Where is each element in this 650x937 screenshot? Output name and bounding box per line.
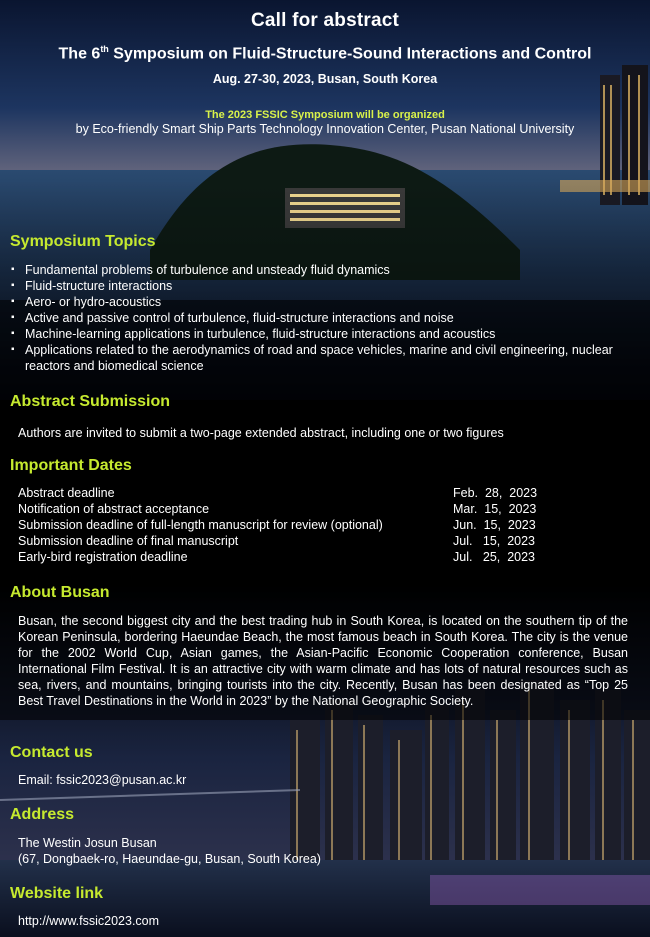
address-heading: Address	[10, 806, 75, 823]
date-value: Jul. 15, 2023	[453, 534, 536, 548]
topic-item: ▪ Machine-learning applications in turbulence, fluid-structure interactions and acoustics	[10, 326, 630, 342]
busan-heading: About Busan	[10, 584, 110, 601]
date-value: Jul. 25, 2023	[453, 550, 536, 564]
topic-item: ▪ Fluid-structure interactions	[10, 278, 630, 294]
date-value: Feb. 28, 2023	[453, 486, 538, 500]
date-row	[18, 533, 537, 549]
date-row	[18, 485, 537, 501]
date-location: Aug. 27-30, 2023, Busan, South Korea	[212, 72, 438, 86]
submission-heading: Abstract Submission	[10, 393, 171, 410]
date-label: Notification of abstract acceptance	[18, 502, 210, 516]
subtitle-superscript: th	[100, 44, 109, 54]
date-label: Submission deadline of full-length manuscript for review (optional)	[18, 518, 383, 532]
topic-item: ▪ Applications related to the aerodynamics of road and space vehicles, marine and civil engineering, nuclear reactors and biomedical science	[10, 342, 630, 374]
website-heading: Website link	[10, 885, 104, 902]
symposium-title	[0, 44, 650, 63]
subtitle-prefix: The 6	[58, 45, 101, 63]
organizer-line: by Eco-friendly Smart Ship Parts Technology Innovation Center, Pusan National University	[75, 122, 575, 136]
address-line-2: (67, Dongbaek-ro, Haeundae-gu, Busan, South Korea)	[18, 852, 321, 866]
page-title: Call for abstract	[250, 10, 400, 31]
date-row	[18, 549, 537, 565]
topic-item: ▪ Active and passive control of turbulence, fluid-structure interactions and noise	[10, 310, 630, 326]
subtitle-suffix: Symposium on Fluid-Structure-Sound Interactions and Control	[108, 45, 592, 63]
date-row	[18, 517, 537, 533]
contact-heading: Contact us	[10, 744, 93, 761]
contact-email[interactable]: Email: fssic2023@pusan.ac.kr	[18, 773, 187, 787]
organized-note: The 2023 FSSIC Symposium will be organized	[205, 109, 445, 121]
date-label: Submission deadline of final manuscript	[18, 534, 239, 548]
date-label: Abstract deadline	[18, 486, 115, 500]
address-line-1: The Westin Josun Busan	[18, 836, 157, 850]
submission-text: Authors are invited to submit a two-page extended abstract, including one or two figures	[18, 426, 504, 440]
topic-item: ▪ Aero- or hydro-acoustics	[10, 294, 630, 310]
date-row	[18, 501, 537, 517]
date-value: Mar. 15, 2023	[453, 502, 537, 516]
busan-description: Busan, the second biggest city and the best trading hub in South Korea, is located on the southern tip of the Korean Peninsula, bordering Haeundae Beach, the most famous beach in South Korea. The city is the venue for the 2002 World Cup, Asian games, the Asian-Pacific Economic Cooperation conference, Busan International Film Festival. It is an attractive city with warm climate and has lots of natural resources such as sea, rivers, and mountains, bringing tourists into the city. Recently, Busan has been designated as “Top 25 Best Travel Destinations in the World in 2023” by the National Geographic Society.	[18, 614, 628, 708]
dates-table	[18, 485, 537, 565]
topic-item: ▪ Fundamental problems of turbulence and unsteady fluid dynamics	[10, 262, 630, 278]
dates-heading: Important Dates	[10, 457, 132, 474]
topics-heading: Symposium Topics	[10, 233, 156, 250]
topics-list	[10, 262, 630, 374]
website-link[interactable]: http://www.fssic2023.com	[18, 914, 160, 928]
date-value: Jun. 15, 2023	[453, 518, 536, 532]
date-label: Early-bird registration deadline	[18, 550, 188, 564]
